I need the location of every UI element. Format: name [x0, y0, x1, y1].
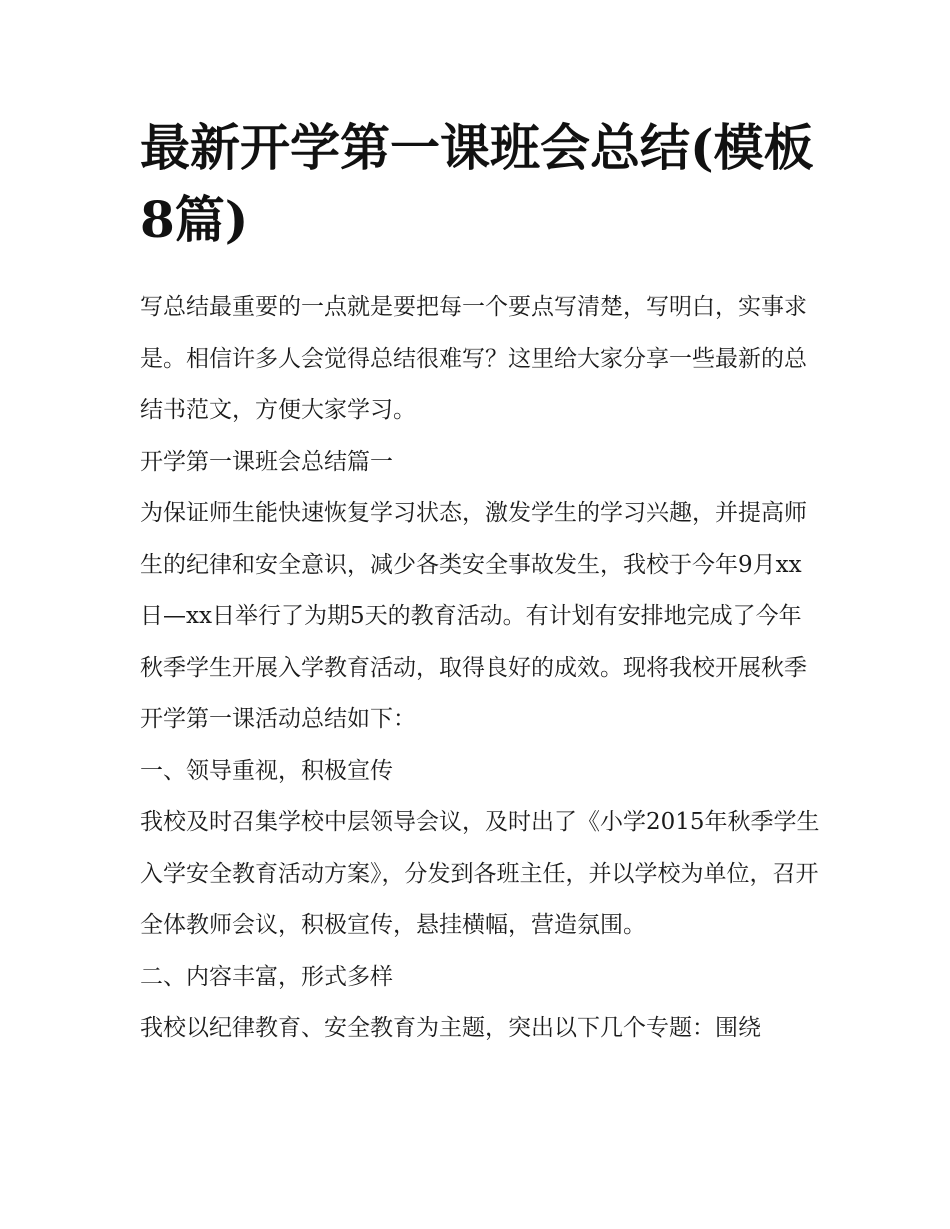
- subheading-1: 一、领导重视，积极宣传: [140, 757, 393, 784]
- subheading-2: 二、内容丰富，形式多样: [140, 963, 393, 990]
- intro-paragraph: 写总结最重要的一点就是要把每一个要点写清楚，写明白，实事求是。相信许多人会觉得总结很难写？这里给大家分享一些最新的总结书范文，方便大家学习。: [140, 294, 807, 423]
- section-title: 开学第一课班会总结篇一: [140, 448, 393, 475]
- document-title: 最新开学第一课班会总结(模板8篇): [140, 118, 814, 249]
- paragraph-3: 我校以纪律教育、安全教育为主题，突出以下几个专题：围绕: [140, 1015, 761, 1041]
- paragraph-2: 我校及时召集学校中层领导会议，及时出了《小学2015年秋季学生入学安全教育活动方案》，分发到各班主任，并以学校为单位，召开全体教师会议，积极宣传，悬挂横幅，营造氛围。: [140, 809, 820, 938]
- paragraph-1: 为保证师生能快速恢复学习状态，激发学生的学习兴趣，并提高师生的纪律和安全意识，减少各类安全事故发生，我校于今年9月xx日—xx日举行了为期5天的教育活动。有计划有安排地完成了今年秋季学生开展入学教育活动，取得良好的成效。现将我校开展秋季开学第一课活动总结如下：: [140, 500, 807, 732]
- document-body: [140, 112, 820, 1055]
